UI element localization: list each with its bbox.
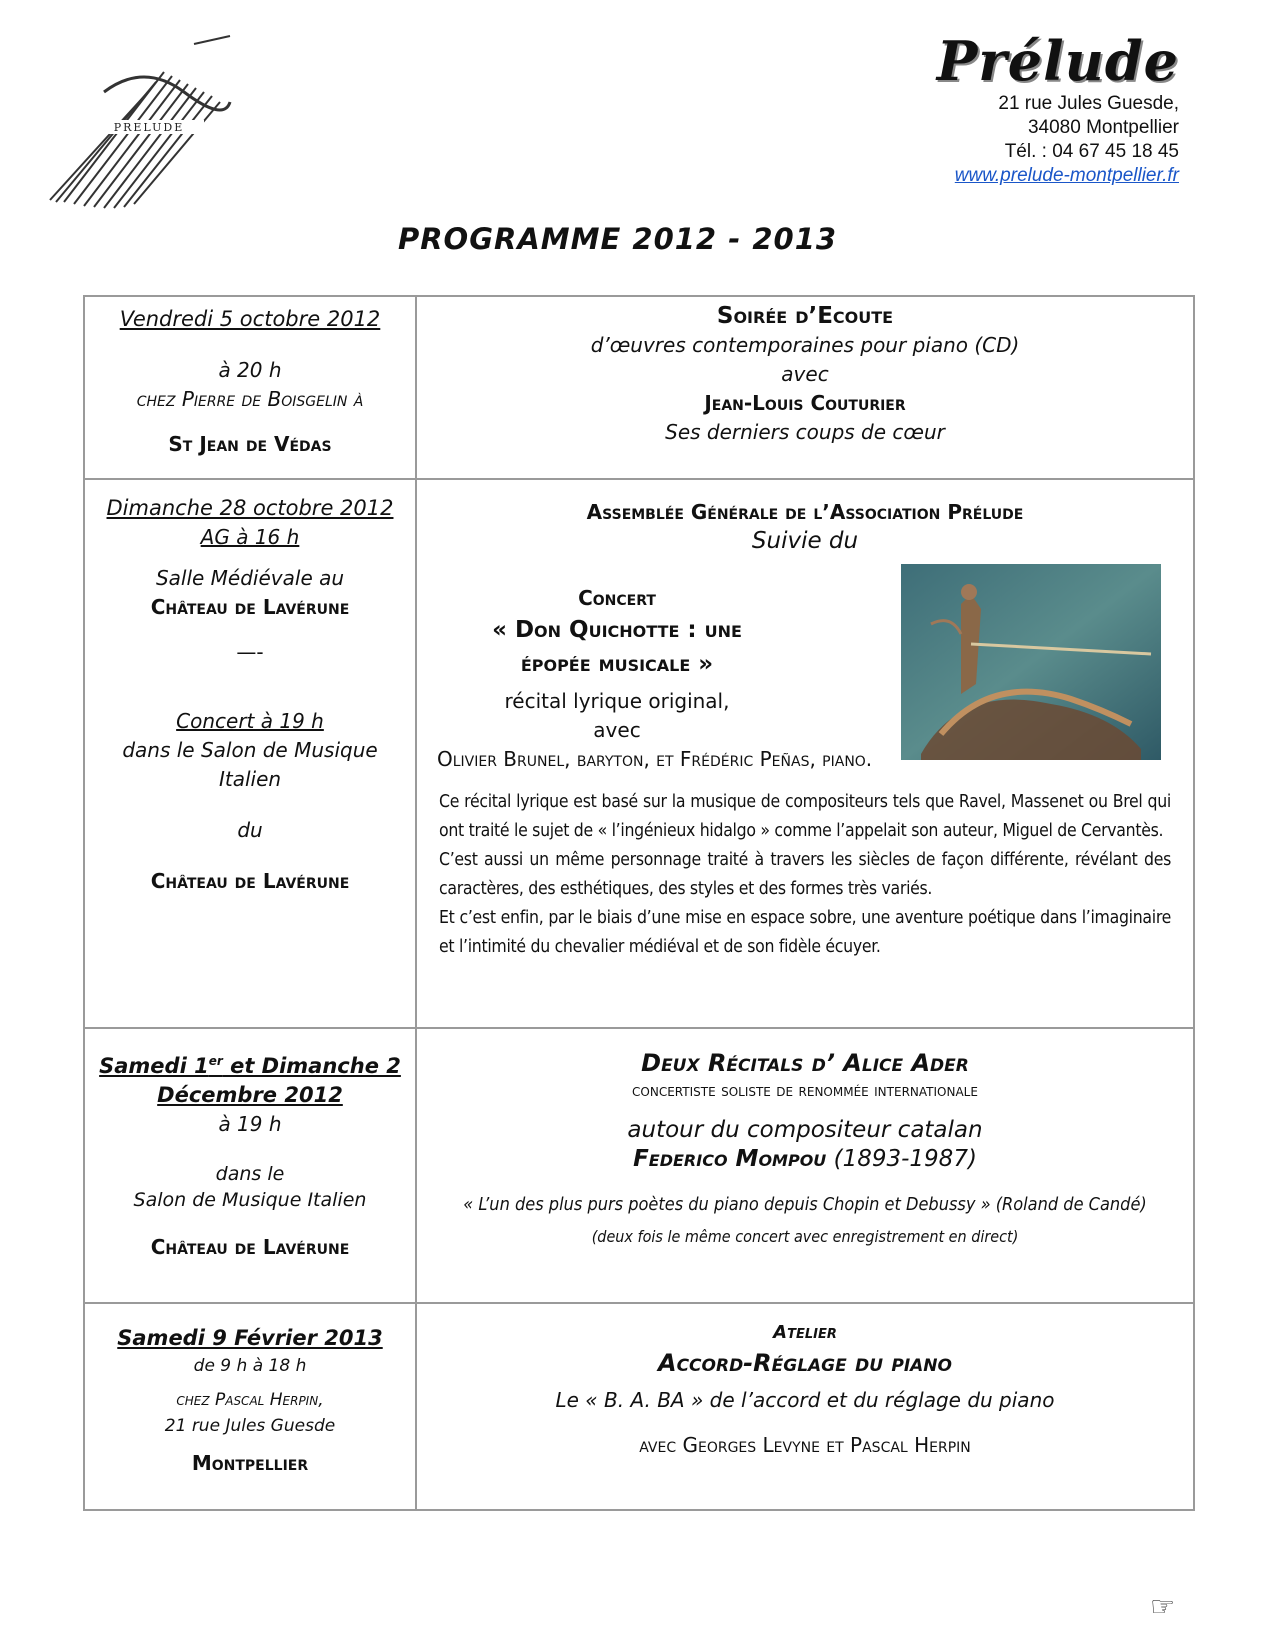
- event-venue: Château de Lavérune: [150, 595, 350, 619]
- event-artist: Jean-Louis Couturier: [704, 391, 906, 415]
- event-date: Dimanche 28 octobre 2012: [106, 496, 394, 520]
- brand-name: Prélude: [936, 29, 1179, 93]
- recital-desc: récital lyrique original,: [504, 689, 730, 713]
- event-subheading: concertiste soliste de renommée internationale: [632, 1081, 978, 1101]
- event-with: avec: [593, 718, 641, 742]
- event-when: [84, 479, 416, 1028]
- concert-title: épopée musicale »: [520, 651, 714, 677]
- prelude-logo: [44, 32, 240, 222]
- event-followed: Suivie du: [751, 528, 859, 554]
- pointing-hand-icon: ☞: [1150, 1590, 1176, 1623]
- event-place: 21 rue Jules Guesde: [164, 1416, 336, 1436]
- event-when: [84, 1303, 416, 1510]
- description-paragraph: Et c’est enfin, par le biais d’une mise en espace sobre, une aventure poétique dans l’imaginaire et l’intimité du chevalier médiéval et de son fidèle écuyer.: [439, 908, 1171, 957]
- event-place: dans le Salon de Musique Italien: [122, 738, 378, 791]
- event-date: Vendredi 5 octobre 2012: [119, 307, 381, 331]
- event-heading: Deux Récitals d’ Alice Ader: [641, 1049, 969, 1077]
- event-place: dans le: [215, 1163, 285, 1185]
- event-what: [416, 479, 1194, 1028]
- event-place: chez Pierre de Boisgelin à: [136, 387, 364, 411]
- event-row: [84, 1303, 1194, 1510]
- event-heading: Accord-Réglage du piano: [658, 1349, 952, 1377]
- event-note: (deux fois le même concert avec enregistrement en direct): [591, 1227, 1019, 1246]
- event-town: Montpellier: [191, 1451, 309, 1475]
- event-venue: Château de Lavérune: [150, 1235, 350, 1259]
- event-desc: Le « B. A. BA » de l’accord et du réglage du piano: [555, 1388, 1055, 1412]
- event-with: avec: [781, 362, 829, 386]
- event-what: [416, 296, 1194, 479]
- event-label: Atelier: [773, 1322, 837, 1343]
- event-row: [84, 1028, 1194, 1303]
- description-paragraph: Ce récital lyrique est basé sur la musique de compositeurs tels que Ravel, Massenet ou Brel qui ont traité le sujet de « l’ingénieux hidalgo » comme l’appelait son auteur, Miguel de Cervantès.: [439, 792, 1171, 841]
- ag-time: AG à 16 h: [200, 525, 300, 549]
- concert-label: Concert: [578, 586, 656, 610]
- concert-time: Concert à 19 h: [176, 709, 324, 733]
- event-when: [84, 1028, 416, 1303]
- event-time: de 9 h à 18 h: [193, 1356, 307, 1376]
- page-title: PROGRAMME 2012 - 2013: [397, 222, 838, 256]
- programme-table: [83, 295, 1195, 1511]
- event-place: Salle Médiévale au: [155, 566, 345, 590]
- event-place: Salon de Musique Italien: [133, 1189, 367, 1211]
- event-row: [84, 479, 1194, 1028]
- event-date: Samedi 1er et Dimanche 2: [99, 1054, 401, 1078]
- event-date: Décembre 2012: [157, 1083, 343, 1107]
- event-venue: Château de Lavérune: [150, 869, 350, 893]
- logo-text: PRELUDE: [113, 121, 185, 134]
- address-line-2: 34080 Montpellier: [1027, 117, 1179, 138]
- don-quichotte-painting: [901, 564, 1161, 760]
- phone: Tél. : 04 67 45 18 45: [1004, 141, 1179, 162]
- quote: « L’un des plus purs poètes du piano depuis Chopin et Debussy » (Roland de Candé): [463, 1194, 1147, 1215]
- event-what: [416, 1028, 1194, 1303]
- concert-title: « Don Quichotte : une: [492, 617, 742, 643]
- event-when: [84, 296, 416, 479]
- event-with: avec Georges Levyne et Pascal Herpin: [639, 1433, 971, 1457]
- event-note: Ses derniers coups de cœur: [665, 420, 945, 444]
- event-heading: Assemblée Générale de l’Association Prélude: [586, 500, 1024, 524]
- description-paragraph: C’est aussi un même personnage traité à travers les siècles de façon différente, révélant des caractères, des esthétiques, des styles et des formes très variés.: [439, 850, 1171, 899]
- event-time: à 19 h: [218, 1112, 282, 1136]
- event-heading: Soirée d’Ecoute: [716, 303, 894, 329]
- performers: Olivier Brunel, baryton, et Frédéric Peñas, piano.: [437, 747, 873, 771]
- event-time: à 20 h: [218, 358, 282, 382]
- event-desc: autour du compositeur catalan: [627, 1117, 983, 1143]
- event-place: du: [237, 818, 263, 842]
- address-line-1: 21 rue Jules Guesde,: [998, 93, 1179, 114]
- event-date: Samedi 9 Février 2013: [117, 1326, 383, 1350]
- event-desc: d’œuvres contemporaines pour piano (CD): [590, 333, 1020, 357]
- website-link[interactable]: www.prelude-montpellier.fr: [954, 165, 1179, 186]
- event-town: St Jean de Védas: [168, 432, 332, 456]
- event-place: chez Pascal Herpin,: [176, 1390, 324, 1410]
- event-what: [416, 1303, 1194, 1510]
- composer: Federico Mompou (1893-1987): [633, 1146, 977, 1172]
- brand-block: [819, 30, 1179, 188]
- event-row: [84, 296, 1194, 479]
- separator: —-: [236, 640, 264, 664]
